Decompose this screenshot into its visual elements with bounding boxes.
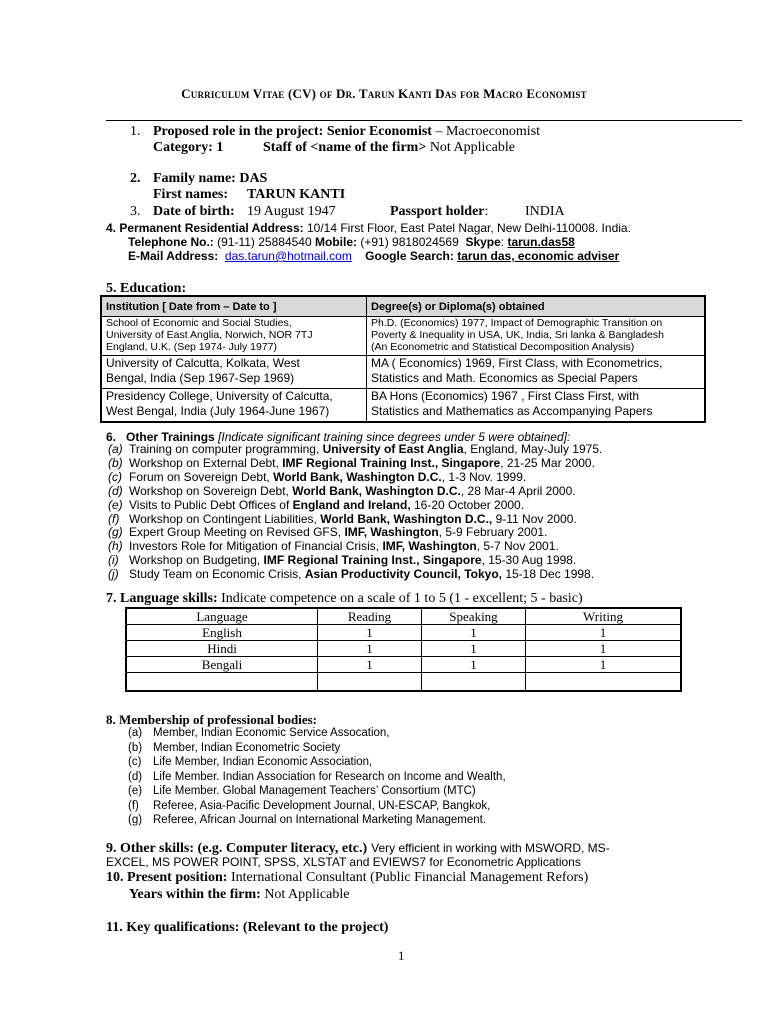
list-item-label: (g) xyxy=(128,814,143,826)
list-item-label: (e) xyxy=(128,785,143,797)
skype-value: tarun.das58 xyxy=(507,235,575,249)
list-item xyxy=(108,513,602,527)
cell-line: Statistics and Math. Economics as Special Papers xyxy=(371,371,638,385)
list-item-bold: World Bank, Washington D.C. xyxy=(273,469,442,484)
list-item-bold: World Bank, Washington D.C. xyxy=(292,483,461,498)
language-heading-label: 7. Language skills: xyxy=(106,591,218,606)
degree-cell xyxy=(367,356,706,389)
table-row xyxy=(126,641,681,657)
list-item-text: Workshop on External Debt, xyxy=(129,455,283,470)
language-heading-note: Indicate competence on a scale of 1 to 5 (1 - excellent; 5 - basic) xyxy=(221,591,583,606)
language-header: Language xyxy=(126,608,318,625)
list-item-text: Life Member. Indian Association for Research on Income and Wealth, xyxy=(153,770,506,783)
education-table xyxy=(100,295,706,423)
list-item-label: (b) xyxy=(108,455,123,470)
cell-line: University of Calcutta, Kolkata, West xyxy=(106,356,300,370)
empty-cell xyxy=(422,673,526,692)
list-item-text: Member, Indian Econometric Society xyxy=(153,741,341,754)
phone-label: Telephone No.: xyxy=(128,235,214,249)
first-names-value: TARUN KANTI xyxy=(247,187,346,202)
years-value: Not Applicable xyxy=(264,887,350,902)
other-skills-text-2: EXCEL, MS POWER POINT, SPSS, XLSTAT and EVIEWS7 for Econometric Applications xyxy=(106,855,581,869)
email-label: E-Mail Address: xyxy=(128,249,219,263)
membership-list xyxy=(128,726,506,828)
table-row xyxy=(101,356,705,389)
membership-heading: 8. Membership of professional bodies: xyxy=(106,712,318,727)
dob-label: Date of birth: xyxy=(153,204,235,219)
document-title: Curriculum Vitae (CV) of Dr. Tarun Kanti Das for Macro Economist xyxy=(181,86,587,101)
passport-line xyxy=(390,204,488,220)
speaking-cell: 1 xyxy=(422,657,526,673)
list-item-label: (a) xyxy=(108,442,123,456)
list-item-label: (f) xyxy=(128,799,139,812)
writing-header: Writing xyxy=(526,608,682,625)
item1-number: 1. xyxy=(130,124,141,139)
reading-cell: 1 xyxy=(318,625,422,641)
dob-value: 19 August 1947 xyxy=(247,204,336,219)
list-item-text: Referee, African Journal on International Marketing Management. xyxy=(153,814,487,826)
degree-header: Degree(s) or Diploma(s) obtained xyxy=(367,296,706,317)
list-item-text: Life Member. Global Management Teachers’ Consortium (MTC) xyxy=(153,785,476,797)
proposed-role-label: Proposed role in the project: xyxy=(153,124,324,139)
email-link[interactable]: das.tarun@hotmail.com xyxy=(224,249,352,263)
item3-number: 3. xyxy=(130,204,141,219)
address-label: 4. Permanent Residential Address: xyxy=(106,221,304,235)
list-item xyxy=(128,813,506,828)
language-table xyxy=(125,607,682,692)
years-line xyxy=(129,887,349,903)
language-header-row xyxy=(126,608,681,625)
other-skills-label: 9. Other skills: (e.g. Computer literacy, etc.) xyxy=(106,841,368,856)
trainings-label: Other Trainings xyxy=(126,430,215,444)
skype-label: Skype xyxy=(465,235,501,249)
passport-label: Passport holder xyxy=(390,204,485,219)
google-label: Google Search: xyxy=(365,249,454,263)
list-item-label: (d) xyxy=(108,483,123,498)
mobile-value: (+91) 9818024569 xyxy=(360,235,459,249)
phone-line: Telephone No.: (91-11) 25884540 Mobile: (+91) 9818024569 Skype: tarun.das58 xyxy=(128,235,575,249)
trainings-number: 6. xyxy=(106,430,117,444)
email-line xyxy=(128,249,619,263)
category-label: Category: 1 xyxy=(153,140,224,155)
language-cell: Hindi xyxy=(126,641,318,657)
list-item-label: (c) xyxy=(108,469,122,484)
table-row xyxy=(101,389,705,423)
staff-value: Not Applicable xyxy=(429,140,515,155)
address-line xyxy=(106,221,631,235)
trainings-list xyxy=(108,443,602,582)
list-item xyxy=(108,568,602,582)
language-heading xyxy=(106,591,583,607)
list-item-text: Visits to Public Debt Offices of xyxy=(129,497,293,512)
proposed-role-rest: – Macroeconomist xyxy=(435,124,541,139)
list-item-text: Forum on Sovereign Debt, xyxy=(129,469,274,484)
list-item-bold: England and Ireland, xyxy=(292,497,411,512)
list-item-text: , 1-3 Nov. 1999. xyxy=(441,469,527,484)
title-rule xyxy=(106,120,742,121)
list-item-text: , 21-25 Mar 2000. xyxy=(500,455,595,470)
speaking-cell: 1 xyxy=(422,641,526,657)
table-row-empty xyxy=(126,673,681,692)
list-item-text: Investors Role for Mitigation of Financial Crisis, xyxy=(129,539,383,554)
list-item xyxy=(108,554,602,568)
writing-cell: 1 xyxy=(526,657,682,673)
item2-number: 2. xyxy=(130,171,141,186)
key-qualifications-heading: 11. Key qualifications: (Relevant to the project) xyxy=(106,920,389,935)
list-item-label: (g) xyxy=(108,525,123,540)
cell-line: Poverty & Inequality in USA, UK, India, Sri lanka & Bangladesh xyxy=(371,329,664,341)
family-name-value: DAS xyxy=(239,171,268,186)
writing-cell: 1 xyxy=(526,641,682,657)
reading-cell: 1 xyxy=(318,657,422,673)
cell-line: MA ( Economics) 1969, First Class, with Econometrics, xyxy=(371,356,663,370)
list-item-text: Referee, Asia-Pacific Development Journal, UN-ESCAP, Bangkok, xyxy=(153,799,491,812)
list-item xyxy=(108,443,602,457)
list-item-text: , 5-9 February 2001. xyxy=(438,525,548,540)
list-item xyxy=(128,799,506,814)
mobile-label: Mobile: xyxy=(315,235,357,249)
present-position-label: 10. Present position: xyxy=(106,870,228,885)
institution-cell xyxy=(101,389,367,423)
list-item-text: , 15-30 Aug 1998. xyxy=(481,553,577,568)
list-item-text: Workshop on Budgeting, xyxy=(129,553,264,568)
cell-line: West Bengal, India (July 1964-June 1967) xyxy=(106,404,330,418)
cell-line: Ph.D. (Economics) 1977, Impact of Demographic Transition on xyxy=(371,317,663,329)
list-item-text: Expert Group Meeting on Revised GFS, xyxy=(129,525,345,540)
list-item-label: (i) xyxy=(108,553,119,568)
cell-line: England, U.K. (Sep 1974- July 1977) xyxy=(106,341,278,353)
passport-value: INDIA xyxy=(525,204,565,219)
reading-cell: 1 xyxy=(318,641,422,657)
list-item-text: , 5-7 Nov 2001. xyxy=(476,539,559,554)
list-item xyxy=(128,755,506,770)
education-heading: 5. Education: xyxy=(106,281,187,296)
present-position-value: International Consultant (Public Financial Management Refors) xyxy=(230,870,589,885)
list-item-text: Training on computer programming, xyxy=(129,442,323,456)
passport-colon: : xyxy=(484,204,489,219)
proposed-role-line xyxy=(153,124,540,140)
family-name-label: Family name: xyxy=(153,171,236,186)
list-item-label: (e) xyxy=(108,497,123,512)
cell-line: BA Hons (Economics) 1967 , First Class First, with xyxy=(371,389,640,403)
trainings-note: [Indicate significant training since degrees under 5 were obtained]: xyxy=(218,430,571,444)
list-item-text: 16-20 October 2000. xyxy=(410,497,525,512)
list-item-text: Study Team on Economic Crisis, xyxy=(129,567,305,582)
education-header-row xyxy=(101,296,705,317)
language-cell: Bengali xyxy=(126,657,318,673)
cell-line: Statistics and Mathematics as Accompanying Papers xyxy=(371,404,653,418)
first-names-label: First names: xyxy=(153,187,229,202)
table-row xyxy=(101,317,705,356)
list-item-text: Workshop on Contingent Liabilities, xyxy=(129,511,321,526)
language-cell: English xyxy=(126,625,318,641)
reading-header: Reading xyxy=(318,608,422,625)
list-item-text: Workshop on Sovereign Debt, xyxy=(129,483,293,498)
list-item-label: (h) xyxy=(108,539,123,554)
list-item-label: (b) xyxy=(128,741,143,754)
list-item xyxy=(128,726,506,741)
list-item-bold: Asian Productivity Council, Tokyo, xyxy=(304,567,502,582)
list-item xyxy=(108,540,602,554)
empty-cell xyxy=(318,673,422,692)
list-item-text: 9-11 Nov 2000. xyxy=(492,511,577,526)
list-item xyxy=(108,457,602,471)
degree-cell xyxy=(367,317,706,356)
cell-line: (An Econometric and Statistical Decomposition Analysis) xyxy=(371,341,635,353)
cell-line: University of East Anglia, Norwich, NOR 7TJ xyxy=(106,329,313,341)
phone-value: (91-11) 25884540 xyxy=(217,235,312,249)
google-value: tarun das, economic adviser xyxy=(457,249,620,263)
list-item-bold: IMF Regional Training Inst., Singapore xyxy=(282,455,501,470)
institution-cell xyxy=(101,356,367,389)
list-item-text: Life Member, Indian Economic Association, xyxy=(153,756,373,768)
list-item xyxy=(128,784,506,799)
list-item-bold: IMF Regional Training Inst., Singapore xyxy=(263,553,482,568)
list-item-label: (a) xyxy=(128,727,143,739)
cell-line: Bengal, India (Sep 1967-Sep 1969) xyxy=(106,371,295,385)
list-item-bold: World Bank, Washington D.C., xyxy=(320,511,493,526)
list-item xyxy=(108,485,602,499)
list-item xyxy=(108,526,602,540)
empty-cell xyxy=(526,673,682,692)
list-item-bold: IMF, Washington xyxy=(344,525,439,540)
empty-cell xyxy=(126,673,318,692)
list-item-bold: University of East Anglia xyxy=(322,442,464,456)
address-value: 10/14 First Floor, East Patel Nagar, New Delhi-110008. India. xyxy=(306,221,631,235)
staff-line xyxy=(263,140,515,156)
proposed-role-value: Senior Economist xyxy=(326,124,432,139)
list-item-text: Member, Indian Economic Service Assocation, xyxy=(153,727,390,739)
list-item xyxy=(128,770,506,785)
list-item-text: , England, May-July 1975. xyxy=(463,442,603,456)
other-skills-text-1: Very efficient in working with MSWORD, MS- xyxy=(371,841,610,855)
page-number: 1 xyxy=(398,948,405,963)
table-row xyxy=(126,625,681,641)
staff-label: Staff of <name of the firm> xyxy=(263,140,427,155)
years-label: Years within the firm: xyxy=(129,887,261,902)
list-item-label: (f) xyxy=(108,511,120,526)
cell-line: School of Economic and Social Studies, xyxy=(106,317,292,329)
list-item-label: (d) xyxy=(128,770,143,783)
list-item-label: (j) xyxy=(108,567,119,582)
speaking-cell: 1 xyxy=(422,625,526,641)
present-position-line xyxy=(106,870,588,886)
cell-line: Presidency College, University of Calcutta, xyxy=(106,389,333,403)
list-item-bold: IMF, Washington xyxy=(382,539,477,554)
writing-cell: 1 xyxy=(526,625,682,641)
institution-cell xyxy=(101,317,367,356)
list-item-text: 15-18 Dec 1998. xyxy=(502,567,595,582)
degree-cell xyxy=(367,389,706,423)
list-item xyxy=(108,471,602,485)
institution-header: Institution [ Date from – Date to ] xyxy=(101,296,367,317)
list-item-label: (c) xyxy=(128,756,142,768)
list-item xyxy=(128,741,506,756)
table-row xyxy=(126,657,681,673)
speaking-header: Speaking xyxy=(422,608,526,625)
list-item xyxy=(108,499,602,513)
family-name-line xyxy=(153,171,267,187)
list-item-text: , 28 Mar-4 April 2000. xyxy=(460,483,576,498)
